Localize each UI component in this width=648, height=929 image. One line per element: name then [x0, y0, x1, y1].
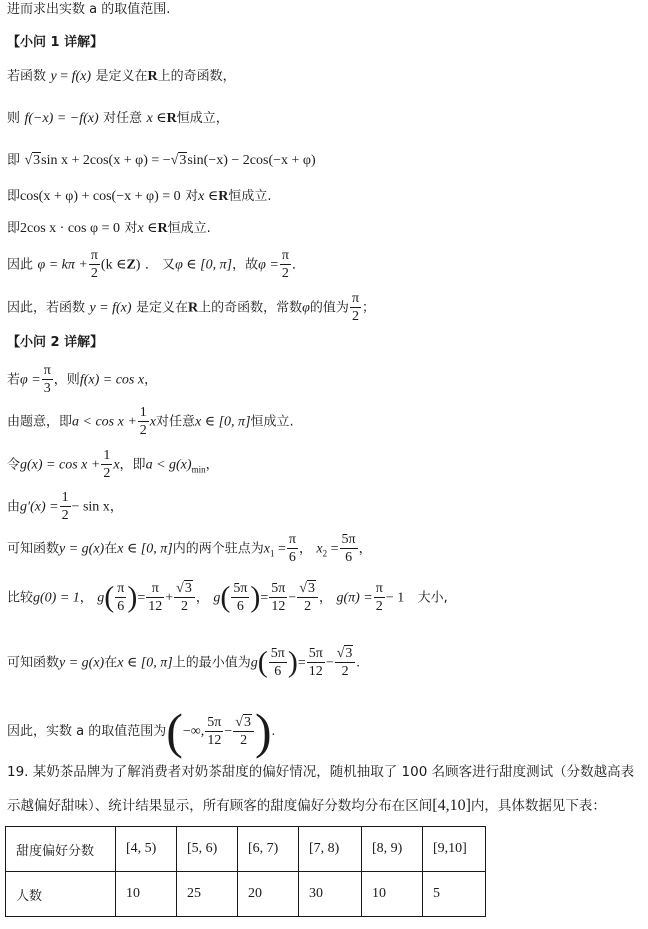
count-cell: 25 [177, 872, 238, 917]
sweetness-data-table [5, 826, 486, 917]
table-count-row [6, 872, 486, 917]
count-cell: 10 [362, 872, 423, 917]
count-cell: 20 [238, 872, 299, 917]
count-cell: 5 [423, 872, 486, 917]
row-label-cell: 人数 [6, 872, 116, 917]
line-phi-pi-over-3: 若φ = $\frac{\pi}{3}$ ，则f(x) = cos x， [7, 363, 158, 396]
line-inequality: 由题意，即a < cos x + $\frac{1}{2}$ x对任意x ∈ [0, π]恒成立. [7, 405, 294, 438]
line-cos-sum: 即cos(x + φ) + cos(−x + φ) = 0 对x ∈R恒成立. [7, 189, 272, 204]
line-expand-equation: 即 √3sin x + 2cos(x + φ) = −√3sin(−x) − 2cos(−x + φ) [7, 153, 316, 168]
intro-line: 进而求出实数 a 的取值范围. [7, 2, 171, 17]
line-product: 即2cos x · cos φ = 0 对x ∈R恒成立. [7, 221, 211, 236]
line-derivative: 由g′(x) = $\frac{1}{2}$ − sin x， [7, 490, 123, 523]
interval-cell: [8, 9) [362, 827, 423, 872]
line-define-g: 令g(x) = cos x + $\frac{1}{2}$ x，即$a < g(x)_{min}$， [7, 448, 219, 481]
line-odd-function: 若函数 y = f(x) 是定义在R上的奇函数， [7, 69, 236, 84]
question-19-line1: 19. 某奶茶品牌为了解消费者对奶茶甜度的偏好情况，随机抽取了 100 名顾客进行甜度测试（分数越高表 [7, 764, 635, 780]
interval-cell: [6, 7) [238, 827, 299, 872]
line-minimum-value: 可知函数y = g(x)在x ∈ [0, π]上的最小值为g( $\frac{5\pi}{6}$ )= $\frac{5\pi}{12}$ − $\frac{√3}{2}$ . [7, 645, 360, 679]
interval-cell: [9,10] [423, 827, 486, 872]
interval-cell: [4, 5) [116, 827, 177, 872]
line-odd-definition: 则 f(−x) = −f(x) 对任意 x ∈R恒成立， [7, 111, 229, 126]
count-cell: 10 [116, 872, 177, 917]
line-range-answer: 因此，实数 a 的取值范围为(−∞, $\frac{5\pi}{12}$ − $\frac{√3}{2}$ ). [7, 703, 276, 759]
part2-heading: 【小问 2 详解】 [7, 335, 104, 350]
line-stationary-points: 可知函数y = g(x)在x ∈ [0, π]内的两个驻点为$x_1$ = $\frac{\pi}{6}$ ， $x_2$ = $\frac{5\pi}{6}$ ， [7, 532, 372, 565]
interval-cell: [7, 8) [299, 827, 362, 872]
line-compare-values: 比较g(0) = 1， g( $\frac{\pi}{6}$ )= $\frac{\pi}{12}$ + $\frac{√3}{2}$ ， g( $\frac{5\pi}{6}$ )= $\frac{5\pi}{12}$ − $\frac{√3}{2}$ ， g(π) = $\frac{\pi}{2}$ − 1 大小, [7, 580, 448, 614]
line-phi-value: 因此 φ = kπ + $\frac{\pi}{2}$ (k ∈Z) ． 又φ ∈ [0, π]，故φ = $\frac{\pi}{2}$ ． [7, 248, 305, 281]
count-cell: 30 [299, 872, 362, 917]
line-part1-conclusion: 因此，若函数 y = f(x) 是定义在R上的奇函数，常数φ的值为 $\frac{\pi}{2}$ ； [7, 291, 376, 324]
part1-heading: 【小问 1 详解】 [7, 35, 104, 50]
interval-cell: [5, 6) [177, 827, 238, 872]
question-19-line2: 示越偏好甜味）、统计结果显示，所有顾客的甜度偏好分数均分布在区间[4,10]内，具体数据见下表： [7, 797, 606, 814]
table-header-row [6, 827, 486, 872]
header-label-cell: 甜度偏好分数 [6, 827, 116, 872]
